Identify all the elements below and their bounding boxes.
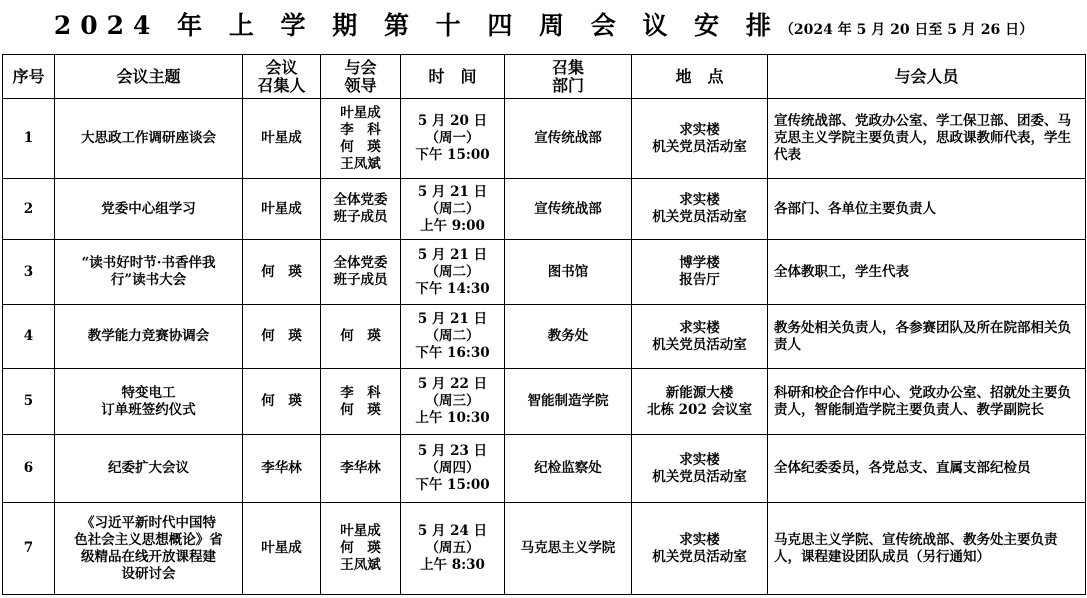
cell-topic: 党委中心组学习: [55, 179, 243, 240]
cell-location: 博学楼 报告厅: [632, 240, 768, 305]
cell-convener: 叶星成: [243, 99, 321, 179]
cell-convener: 叶星成: [243, 503, 321, 595]
cell-location: 求实楼 机关党员活动室: [632, 503, 768, 595]
cell-location: 新能源大楼 北栋 202 会议室: [632, 369, 768, 435]
cell-dept: 纪检监察处: [505, 435, 632, 503]
cell-attendees: 科研和校企合作中心、党政办公室、招就处主要负责人，智能制造学院主要负责人、教学副院长: [768, 369, 1086, 435]
cell-seq: 3: [3, 240, 55, 305]
cell-leaders: 叶星成 何 瑛 王凤斌: [321, 503, 401, 595]
cell-time: 5 月 21 日 （周二） 下午 14:30: [401, 240, 505, 305]
cell-leaders: 李 科 何 瑛: [321, 369, 401, 435]
header-dept: 召集 部门: [505, 55, 632, 99]
table-row: [3, 369, 1086, 435]
cell-seq: 4: [3, 305, 55, 369]
cell-time: 5 月 22 日 （周三） 上午 10:30: [401, 369, 505, 435]
cell-attendees: 马克思主义学院、宣传统战部、教务处主要负责人，课程建设团队成员（另行通知）: [768, 503, 1086, 595]
cell-attendees: 教务处相关负责人，各参赛团队及所在院部相关负责人: [768, 305, 1086, 369]
header-seq: 序号: [3, 55, 55, 99]
table-row: [3, 99, 1086, 179]
cell-attendees: 各部门、各单位主要负责人: [768, 179, 1086, 240]
cell-convener: 李华林: [243, 435, 321, 503]
cell-convener: 何 瑛: [243, 240, 321, 305]
cell-seq: 6: [3, 435, 55, 503]
header-time: 时 间: [401, 55, 505, 99]
cell-location: 求实楼 机关党员活动室: [632, 99, 768, 179]
cell-seq: 7: [3, 503, 55, 595]
cell-topic: “读书好时节·书香伴我 行”读书大会: [55, 240, 243, 305]
title-main: 2024 年 上 学 期 第 十 四 周 会 议 安 排: [53, 11, 780, 40]
cell-time: 5 月 23 日 （周四） 下午 15:00: [401, 435, 505, 503]
cell-convener: 何 瑛: [243, 305, 321, 369]
cell-attendees: 宣传统战部、党政办公室、学工保卫部、团委、马克思主义学院主要负责人，思政课教师代表，学生代表: [768, 99, 1086, 179]
cell-location: 求实楼 机关党员活动室: [632, 305, 768, 369]
cell-dept: 宣传统战部: [505, 99, 632, 179]
cell-convener: 何 瑛: [243, 369, 321, 435]
document-title: [0, 0, 1087, 52]
table-row: [3, 305, 1086, 369]
cell-leaders: 何 瑛: [321, 305, 401, 369]
cell-topic: 特变电工 订单班签约仪式: [55, 369, 243, 435]
table-row: [3, 240, 1086, 305]
cell-attendees: 全体教职工，学生代表: [768, 240, 1086, 305]
cell-location: 求实楼 机关党员活动室: [632, 179, 768, 240]
table-row: [3, 179, 1086, 240]
table-row: [3, 503, 1086, 595]
cell-time: 5 月 21 日 （周二） 上午 9:00: [401, 179, 505, 240]
cell-convener: 叶星成: [243, 179, 321, 240]
cell-location: 求实楼 机关党员活动室: [632, 435, 768, 503]
cell-dept: 马克思主义学院: [505, 503, 632, 595]
cell-seq: 1: [3, 99, 55, 179]
cell-seq: 5: [3, 369, 55, 435]
cell-time: 5 月 21 日 （周二） 下午 16:30: [401, 305, 505, 369]
cell-time: 5 月 24 日 （周五） 上午 8:30: [401, 503, 505, 595]
cell-dept: 宣传统战部: [505, 179, 632, 240]
cell-topic: 教学能力竞赛协调会: [55, 305, 243, 369]
header-topic: 会议主题: [55, 55, 243, 99]
cell-topic: 纪委扩大会议: [55, 435, 243, 503]
title-date-range: （2024 年 5 月 20 日至 5 月 26 日）: [779, 22, 1034, 38]
cell-dept: 教务处: [505, 305, 632, 369]
cell-topic: 《习近平新时代中国特 色社会主义思想概论》省 级精品在线开放课程建 设研讨会: [55, 503, 243, 595]
cell-seq: 2: [3, 179, 55, 240]
cell-dept: 图书馆: [505, 240, 632, 305]
cell-leaders: 全体党委 班子成员: [321, 179, 401, 240]
cell-leaders: 李华林: [321, 435, 401, 503]
meeting-schedule-table: [2, 54, 1086, 595]
header-location: 地 点: [632, 55, 768, 99]
header-leaders: 与会 领导: [321, 55, 401, 99]
cell-dept: 智能制造学院: [505, 369, 632, 435]
cell-time: 5 月 20 日 （周一） 下午 15:00: [401, 99, 505, 179]
cell-leaders: 全体党委 班子成员: [321, 240, 401, 305]
table-row: [3, 435, 1086, 503]
header-attendees: 与会人员: [768, 55, 1086, 99]
cell-topic: 大思政工作调研座谈会: [55, 99, 243, 179]
cell-attendees: 全体纪委委员，各党总支、直属支部纪检员: [768, 435, 1086, 503]
table-header-row: [3, 55, 1086, 99]
cell-leaders: 叶星成 李 科 何 瑛 王凤斌: [321, 99, 401, 179]
header-convener: 会议 召集人: [243, 55, 321, 99]
